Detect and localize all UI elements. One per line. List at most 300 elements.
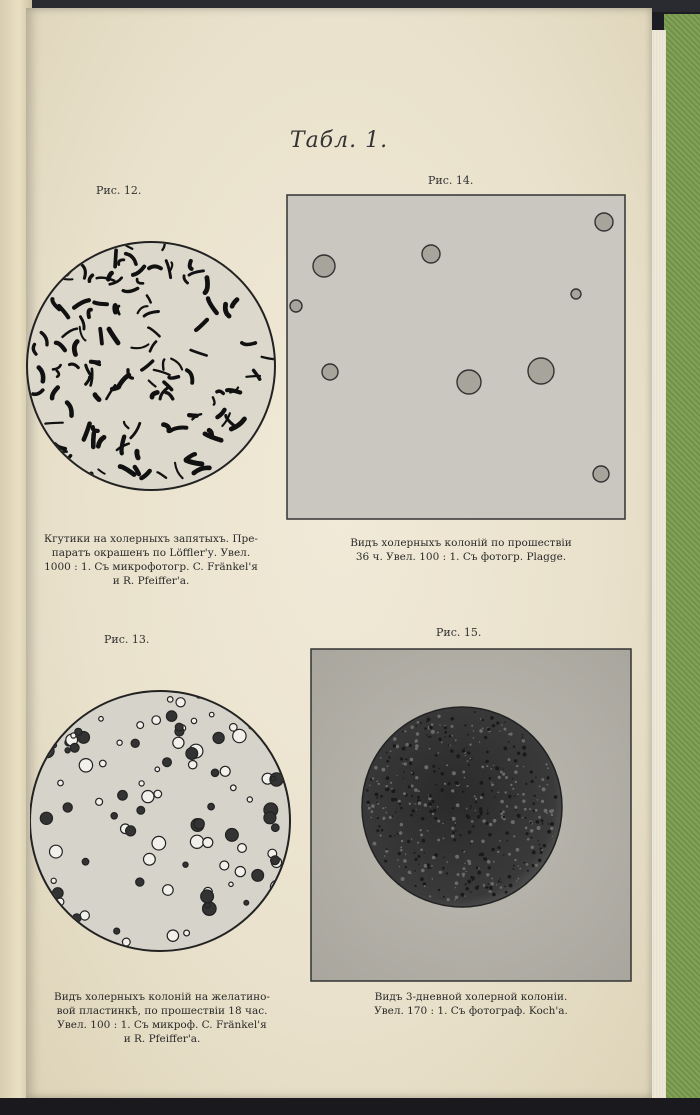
colony-granule — [424, 885, 426, 887]
colony-granule — [509, 884, 513, 888]
colony-granule — [464, 724, 466, 726]
figure-14-label: Рис. 14. — [428, 174, 474, 187]
colony — [205, 903, 210, 908]
colony-granule — [459, 834, 461, 836]
colony — [213, 732, 224, 743]
colony-granule — [382, 807, 384, 809]
colony-granule — [486, 873, 489, 876]
figure-12-caption-line: паратъ окрашенъ по Löffler'у. Увел. — [51, 547, 251, 559]
colony-granule — [466, 808, 468, 810]
colony — [139, 781, 144, 786]
colony — [50, 845, 63, 858]
colony — [75, 728, 82, 735]
colony-granule — [464, 863, 465, 864]
colony-granule — [532, 864, 534, 866]
figure-13-label: Рис. 13. — [104, 633, 150, 646]
colony-granule — [376, 797, 378, 799]
colony-granule — [475, 886, 479, 890]
colony-granule — [418, 855, 421, 858]
colony — [55, 719, 61, 725]
colony-granule — [426, 734, 427, 735]
colony-granule — [471, 759, 473, 761]
colony-granule — [437, 715, 440, 718]
colony-granule — [485, 886, 488, 889]
colony — [64, 927, 75, 938]
colony-granule — [540, 851, 543, 854]
colony-granule — [378, 825, 380, 827]
colony — [122, 938, 130, 946]
colony — [254, 914, 263, 923]
bacterium-rod — [242, 343, 256, 345]
colony-granule — [508, 741, 510, 743]
colony-granule — [497, 792, 499, 794]
colony-granule — [493, 765, 494, 766]
colony-granule — [437, 839, 440, 842]
background-bottom — [0, 1098, 700, 1115]
colony-granule — [471, 840, 474, 843]
colony-granule — [424, 852, 425, 853]
colony — [65, 748, 70, 753]
colony — [131, 739, 139, 747]
colony — [40, 741, 44, 745]
colony-granule — [541, 800, 544, 803]
colony-granule — [535, 777, 537, 779]
colony-granule — [433, 770, 436, 773]
colony-granule — [470, 891, 472, 893]
colony-granule — [455, 881, 459, 885]
colony-granule — [409, 762, 412, 765]
colony-granule — [421, 869, 425, 873]
bacterium-rod — [35, 290, 40, 307]
colony-granule — [508, 853, 511, 856]
colony — [571, 289, 581, 299]
colony — [144, 853, 156, 865]
colony-granule — [490, 882, 494, 886]
colony-granule — [438, 889, 440, 891]
colony-granule — [538, 840, 539, 841]
colony-granule — [491, 790, 493, 792]
colony-granule — [420, 877, 424, 881]
colony-granule — [460, 893, 464, 897]
colony — [142, 791, 154, 803]
colony-granule — [505, 831, 508, 834]
colony-granule — [451, 827, 454, 830]
colony-granule — [411, 795, 413, 797]
colony-granule — [482, 727, 484, 729]
colony-granule — [429, 726, 433, 730]
colony-granule — [499, 840, 501, 842]
colony-granule — [452, 771, 456, 775]
colony-granule — [530, 770, 533, 773]
colony-granule — [475, 798, 477, 800]
figure-13-micrograph — [30, 673, 294, 973]
figure-14-photograph — [286, 194, 626, 520]
colony-granule — [493, 819, 497, 823]
colony-granule — [492, 893, 496, 897]
colony-granule — [523, 766, 524, 767]
colony-granule — [446, 764, 448, 766]
colony-granule — [423, 882, 426, 885]
colony-granule — [393, 737, 397, 741]
colony-granule — [409, 745, 411, 747]
colony — [189, 761, 197, 769]
colony-granule — [542, 787, 546, 791]
colony-granule — [467, 734, 469, 736]
colony-granule — [424, 765, 428, 769]
bacterium-rod — [137, 451, 138, 458]
colony-granule — [431, 723, 434, 726]
colony-granule — [509, 733, 512, 736]
colony-granule — [462, 771, 465, 774]
figure-15-caption — [310, 990, 632, 1018]
colony-granule — [415, 776, 418, 779]
colony-granule — [495, 766, 499, 770]
colony-granule — [491, 878, 493, 880]
colony-granule — [390, 751, 392, 753]
colony-granule — [387, 765, 389, 767]
colony-granule — [479, 853, 482, 856]
colony-granule — [366, 789, 368, 791]
colony — [175, 723, 183, 731]
colony-granule — [470, 843, 472, 845]
colony — [260, 690, 268, 698]
colony-granule — [499, 878, 501, 880]
colony-granule — [551, 813, 554, 816]
colony — [52, 704, 60, 712]
colony-granule — [522, 793, 525, 796]
colony-granule — [474, 711, 476, 713]
figure-12-micrograph — [26, 216, 282, 516]
colony-granule — [430, 796, 432, 798]
colony-granule — [504, 747, 508, 751]
bacterium-rod — [261, 466, 272, 476]
colony-granule — [400, 823, 403, 826]
colony-granule — [473, 730, 475, 732]
colony-granule — [517, 814, 521, 818]
colony-granule — [444, 783, 446, 785]
colony-granule — [514, 759, 517, 762]
colony-granule — [386, 812, 388, 814]
colony-granule — [487, 812, 489, 814]
bacterium-rod — [118, 306, 120, 314]
colony-granule — [499, 731, 500, 732]
colony-granule — [398, 800, 401, 803]
colony-granule — [530, 822, 532, 824]
colony — [220, 861, 229, 870]
colony-granule — [464, 748, 466, 750]
colony-granule — [409, 803, 411, 805]
figure-15-photograph — [310, 648, 632, 982]
colony-granule — [443, 838, 445, 840]
colony — [593, 466, 609, 482]
figure-13-caption-line: Увел. 100 : 1. Съ микроф. C. Fränkel'я — [57, 1019, 267, 1031]
bacterium-rod — [248, 476, 261, 484]
colony-granule — [525, 827, 528, 830]
colony-granule — [530, 837, 532, 839]
bacterium-rod — [41, 459, 54, 464]
colony-granule — [452, 817, 456, 821]
colony-granule — [483, 857, 487, 861]
colony-granule — [403, 792, 406, 795]
colony — [176, 698, 185, 707]
colony-granule — [442, 867, 445, 870]
bacterium-rod — [95, 395, 99, 400]
colony — [111, 813, 117, 819]
colony-granule — [505, 791, 507, 793]
colony-granule — [480, 796, 483, 799]
colony — [186, 748, 198, 760]
bacterium-rod — [55, 267, 59, 278]
colony-granule — [386, 760, 389, 763]
colony-granule — [431, 865, 433, 867]
colony-granule — [386, 752, 388, 754]
colony — [271, 913, 275, 917]
colony-granule — [471, 876, 475, 880]
colony-granule — [541, 819, 544, 822]
figure-14-caption — [296, 536, 626, 564]
colony — [80, 930, 91, 941]
figure-13-caption — [30, 990, 294, 1046]
colony-granule — [531, 846, 534, 849]
colony-granule — [512, 868, 514, 870]
figure-15-label: Рис. 15. — [436, 626, 482, 639]
colony-granule — [477, 815, 481, 819]
colony — [166, 711, 176, 721]
colony-granule — [541, 849, 543, 851]
colony-granule — [485, 822, 488, 825]
colony-granule — [383, 818, 385, 820]
colony-granule — [515, 781, 517, 783]
colony — [201, 890, 214, 903]
colony-granule — [408, 785, 411, 788]
colony-granule — [382, 768, 386, 772]
colony-granule — [482, 819, 486, 823]
figure-12-caption-line: и R. Pfeiffer'а. — [112, 575, 190, 587]
colony-granule — [511, 820, 515, 824]
bacterium-rod — [94, 303, 107, 305]
colony-granule — [519, 868, 521, 870]
colony-granule — [503, 816, 506, 819]
colony-granule — [450, 717, 454, 721]
colony-granule — [481, 766, 484, 769]
colony-granule — [522, 746, 526, 750]
colony-granule — [530, 829, 534, 833]
colony-granule — [385, 785, 388, 788]
colony — [235, 867, 245, 877]
colony-granule — [420, 834, 423, 837]
colony-granule — [503, 854, 505, 856]
colony-granule — [462, 749, 466, 753]
bacterium-rod — [54, 468, 55, 485]
colony-granule — [411, 838, 413, 840]
colony-granule — [547, 776, 549, 778]
figure-15-caption-line: Видъ 3-дневной холерной колоніи. — [374, 991, 568, 1003]
bacterium-rod — [91, 362, 99, 363]
colony — [191, 718, 196, 723]
colony-granule — [491, 848, 494, 851]
bacterium-rod — [169, 377, 178, 378]
bacterium-rod — [190, 261, 192, 269]
colony — [167, 930, 178, 941]
colony-granule — [479, 741, 480, 742]
colony-granule — [415, 885, 417, 887]
colony-granule — [522, 734, 524, 736]
colony-granule — [391, 788, 393, 790]
colony-granule — [401, 840, 403, 842]
colony-granule — [491, 783, 494, 786]
bacterium-rod — [149, 266, 161, 268]
colony-granule — [477, 871, 481, 875]
colony-granule — [467, 786, 468, 787]
colony-granule — [452, 831, 455, 834]
colony-granule — [464, 811, 465, 812]
colony-granule — [547, 784, 549, 786]
figure-13-caption-line: и R. Pfeiffer'а. — [123, 1033, 201, 1045]
colony-granule — [535, 809, 538, 812]
colony-granule — [547, 767, 549, 769]
colony — [313, 255, 335, 277]
colony — [40, 812, 52, 824]
colony-granule — [516, 848, 520, 852]
colony-granule — [517, 865, 519, 867]
bacterium-rod — [26, 256, 37, 269]
colony-granule — [386, 776, 390, 780]
bacterium-rod — [251, 246, 255, 255]
bacterium-rod — [74, 232, 84, 247]
colony-granule — [440, 871, 442, 873]
bacterium-rod — [45, 423, 63, 424]
colony-granule — [532, 850, 536, 854]
colony-granule — [538, 816, 541, 819]
colony-granule — [516, 880, 517, 881]
bacterium-rod — [241, 251, 246, 264]
colony-granule — [432, 765, 435, 768]
colony-granule — [489, 887, 492, 890]
colony-granule — [534, 795, 536, 797]
colony-granule — [422, 839, 426, 843]
colony-granule — [489, 823, 492, 826]
colony-granule — [462, 850, 464, 852]
colony — [79, 759, 92, 772]
colony-granule — [452, 807, 454, 809]
colony-granule — [418, 790, 420, 792]
colony-granule — [386, 848, 388, 850]
colony-granule — [404, 730, 406, 732]
colony-granule — [410, 814, 413, 817]
colony-granule — [481, 840, 485, 844]
colony-granule — [437, 732, 439, 734]
colony-granule — [424, 803, 427, 806]
colony-granule — [471, 725, 473, 727]
colony — [231, 785, 237, 791]
colony-granule — [402, 747, 406, 751]
colony — [117, 740, 122, 745]
colony-granule — [412, 809, 416, 813]
colony-granule — [403, 771, 405, 773]
colony — [167, 697, 173, 703]
colony — [137, 806, 145, 814]
colony-granule — [398, 852, 401, 855]
bacterium-rod — [163, 360, 164, 370]
colony-granule — [455, 831, 456, 832]
colony-granule — [504, 886, 506, 888]
colony-granule — [400, 807, 403, 810]
colony-granule — [496, 722, 499, 725]
colony-granule — [378, 783, 380, 785]
colony-granule — [413, 852, 415, 854]
colony-granule — [390, 782, 392, 784]
colony-granule — [466, 871, 467, 872]
colony-granule — [444, 731, 447, 734]
colony-granule — [453, 839, 456, 842]
colony-granule — [467, 760, 469, 762]
colony-granule — [455, 896, 458, 899]
colony-granule — [474, 795, 476, 797]
colony-granule — [431, 730, 435, 734]
colony — [154, 790, 162, 798]
colony-granule — [487, 728, 490, 731]
colony-granule — [502, 773, 505, 776]
colony — [244, 900, 249, 905]
colony — [290, 300, 302, 312]
colony-granule — [429, 748, 431, 750]
colony-granule — [498, 880, 500, 882]
colony — [126, 826, 136, 836]
figure-14-caption-line: 36 ч. Увел. 100 : 1. Съ фотогр. Plagge. — [355, 551, 567, 563]
colony — [264, 812, 276, 824]
colony-granule — [419, 829, 421, 831]
colony-granule — [468, 860, 471, 863]
colony-granule — [487, 809, 488, 810]
colony-granule — [418, 864, 419, 865]
colony — [114, 928, 120, 934]
colony-granule — [488, 866, 491, 869]
colony-granule — [420, 722, 422, 724]
colony-granule — [417, 842, 419, 844]
colony-granule — [369, 785, 370, 786]
colony-granule — [371, 804, 375, 808]
bacterium-rod — [31, 290, 36, 295]
colony-granule — [513, 865, 515, 867]
colony — [137, 722, 144, 729]
colony-granule — [464, 895, 465, 896]
colony-granule — [541, 778, 544, 781]
colony-granule — [416, 725, 418, 727]
colony — [163, 758, 172, 767]
colony — [272, 824, 280, 832]
colony-granule — [490, 716, 494, 720]
colony-granule — [486, 751, 489, 754]
colony — [42, 906, 49, 913]
book-cover-cloth — [664, 14, 700, 1104]
colony-granule — [376, 829, 379, 832]
colony-granule — [505, 776, 508, 779]
colony-granule — [432, 856, 436, 860]
colony — [247, 797, 252, 802]
colony-granule — [518, 878, 520, 880]
figure-15-caption-line: Увел. 170 : 1. Съ фотограф. Koch'а. — [374, 1005, 568, 1017]
colony-granule — [486, 765, 488, 767]
colony-granule — [448, 782, 451, 785]
colony-granule — [494, 796, 496, 798]
colony-granule — [480, 718, 481, 719]
colony-granule — [429, 736, 431, 738]
colony-granule — [476, 866, 479, 869]
colony-granule — [524, 808, 527, 811]
colony-granule — [488, 833, 492, 837]
colony-granule — [475, 810, 476, 811]
colony-granule — [533, 802, 536, 805]
